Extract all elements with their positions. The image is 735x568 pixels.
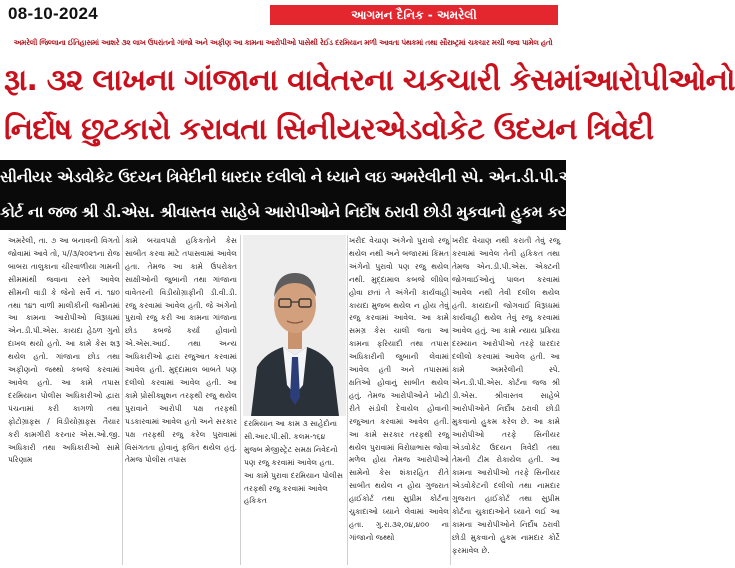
headline-line-2: નિર્દોષ છુટકારો કરાવતા સિનીયરએડવોકેટ ઉદયન ત્રિવેદી	[4, 112, 654, 147]
subheadline-line-1: સીનીયર એડવોકેટ ઉદયન ત્રિવેદીની ધારદાર દલીલો ને ધ્યાને લઇ અમરેલીની સ્પે. એન.ડી.પી.એસ.	[0, 168, 593, 186]
column-divider	[347, 235, 348, 565]
subheadline-line-2: કોર્ટ ના જજ શ્રી ડી.એસ. શ્રીવાસ્તવ સાહેબે આરોપીઓને નિર્દોષ ઠરાવી છોડી મુકવાનો હુકમ કર્યો	[0, 203, 574, 221]
column-divider	[240, 235, 241, 565]
headline-line-1: રૂા. ૩૨ લાખના ગાંજાના વાવેતરના ચકચારી કેસમાંઆરોપીઓનો	[4, 63, 735, 98]
publication-date: 08-10-2024	[8, 4, 98, 23]
paper-name-banner: આગમન દૈનિક - અમરેલી	[270, 5, 558, 25]
subheadline-banner	[0, 160, 593, 230]
column-divider	[122, 235, 123, 565]
column-divider	[450, 235, 451, 565]
article-column-2: કામે બચાવપક્ષે હકિકતોને કેસ સાબીત કરવા માટે તપાસવામાં આવેલ હતા. તેમજ આ કામે ઉપરોક્ત સાક્ષીઓની જુબાની તથા ગાંજાના વાવેતરની વિડીયોગ્રાફીની ડી.વી.ડી. રજુ કરવામાં આવેલ હતી. જે અંગેનો પુરાવો રજુ કરી આ કામના ગાંજાના છોડ કબજે કર્યા હોવાનો એ.એસ.આઈ. તથા અન્ય અધિકારીઓ દ્વારા રજુઆત કરવામાં આવેલ હતી. મુદ્દામાલ બાબતે પણ દલીલો કરવામાં આવેલ હતી. આ કામે પ્રોસીક્યુશન તરફથી રજુ થયેલ પુરાવાને આરોપી પક્ષ તરફથી પડકારવામાં આવેલ હતો અને સરકાર પક્ષ તરફથી રજુ કરેલ પુરાવામાં વિસંગતતા હોવાનું ફલિત થયેલ હતું. તેમજ પોલીસ તપાસ	[125, 236, 237, 465]
masthead	[0, 0, 566, 32]
portrait-illustration	[243, 235, 346, 416]
photo-caption-text: દરમિયાન આ કામ ૩ સાહેદોના સી.આર.પી.સી. કલમ-૧૬૪ મુજબ મેજીસ્ટ્રેટ સમક્ષ નિવેદનો પણ રજુ કરવામાં આવેલ હતા. આ કામે પુરાવા દરમિયાન પોલીસ તરફથી રજુ કરવામાં આવેલ હકિકત	[244, 419, 344, 506]
article-column-1: અમરેલી, તા. ૭ આ બનાવની વિગતો જોવામાં આવે તો, ૫//૩/૨૦૨૧ના રોજ બાબરા તાલુકાના ચીરવાળીયા ગામની સીમમાંથી જવાના રસ્તે આવેલ સીમની વાડી કે જેનો સર્વે નં. ૧૪૦ તથા ૧૪૧ વાળી માલીકીની જમીનમાં આ કામના આરોપીઓ વિરૂધ્ધમાં એન.ડી.પી.એસ. કાયદા હેઠળ ગુનો દાખલ થયો હતો. આ કામે કેસ શરૂ થયેલ હતો. ગાંજાના છોડ તથા અફીણનો જથ્થો કબજે કરવામાં આવેલ હતો. આ કામે તપાસ દરમિયાન પોલીસ અધિકારીઓ દ્વારા પંચનામાં કરી કાગળો તથા ફોટોગ્રાફ્સ / વિડીયોગ્રાફ્સ તૈયાર કરી કામગીરી કરનાર એસ.ઓ.જી. અધિકારી તથા અધિકારીઓ સામે પરિણામ	[8, 236, 120, 465]
article-column-5: ખરીદ વેચાણ નથી કરાતી તેવું રજુ કરવામાં આવેલ તેની હકિકત તથા તેમજ એન.ડી.પી.એસ. એક્ટની જોગવાઈઓનું પાલન કરવામાં આવેલ નથી તેવી દલીલ થયેલ હતી. કાયદાની જોગવાઈ વિરૂધ્ધમાં કાર્યવાહી થયેલ તેવું રજુ કરવામાં આવેલ હતું. આ કામે ન્યાય પ્રક્રિયા દરમ્યાન આરોપીઓ તરફે ધારદાર દલીલો કરવામાં આવેલ હતી. આ કામે અમરેલીની સ્પે. એન.ડી.પી.એસ. કોર્ટના જજ શ્રી ડી.એસ. શ્રીવાસ્તવ સાહેબે આરોપીઓને નિર્દોષ ઠરાવી છોડી મુકવાનો હુકમ કરેલ છે. આ કામે આરોપીઓ તરફે સિનીયર એડવોકેટ ઉદયન ત્રિવેદી તથા તેમની ટીમ રોકાયેલ હતી. આ કામના આરોપીઓ તરફે સિનીયર એડવોકેટની દલીલો તથા નામદાર ગુજરાત હાઈકોર્ટ તથા સુપ્રીમ કોર્ટના ચુકાદાઓને ધ્યાને લઈ આ કામના આરોપીઓને નિર્દોષ ઠરાવી છોડી મુકવાનો હુકમ નામદાર કોર્ટે ફરમાવેલ છે.	[452, 236, 560, 555]
kicker-line: અમરેલી જિલ્લાના ઈતિહાસમાં આશરે ૩૨ લાખ ઉપરાંતનો ગાંજો અને અફીણ આ કામના આરોપીઓ પાસેથી રેઈડ દરમિયાન મળી આવતા પંથકમાં તથા સૌરાષ્ટ્રમાં ચકચાર મચી જવા પામેલ હતો	[13, 38, 553, 47]
advocate-portrait-photo	[243, 235, 346, 416]
article-column-4: ખરીદ વેચાણ અંગેનો પુરાવો રજુ થયેલ નથી અને બજારમાં કિંમત અંગેનો પુરાવો પણ રજુ થયેલ નથી. મુદ્દામાલ કબજે લીધેલ હોવા છતાં તે અંગેની કાર્યવાહી કાયદા મુજબ થયેલ ન હોય તેવું રજુ કરવામાં આવેલ. આ કામે સમગ્ર કેસ ચાલી જતા આ કામના ફરિયાદી તથા તપાસ અધિકારીની જુબાની લેવામાં આવેલ હતી અને તપાસમાં ક્ષતિઓ હોવાનું સાબીત થયેલ હતું. તેમજ આરોપીઓને ખોટી રીતે સંડોવી દેવાયેલ હોવાની રજુઆત કરવામાં આવેલ હતી. આ કામે સરકાર તરફથી રજુ થયેલ પુરાવામાં વિરોધાભાસ જોવા મળેલ હોય તેમજ આરોપીઓ સામેનો કેસ શંકારહિત રીતે સાબીત થયેલ ન હોય ગુજરાત હાઈકોર્ટ તથા સુપ્રીમ કોર્ટના ચુકાદાઓ ધ્યાને લેવામાં આવેલ હતા. ગુ.રા.૩૨,૦૪,૪૦૦ ના ગાંજાનો જથ્થો	[349, 236, 449, 542]
